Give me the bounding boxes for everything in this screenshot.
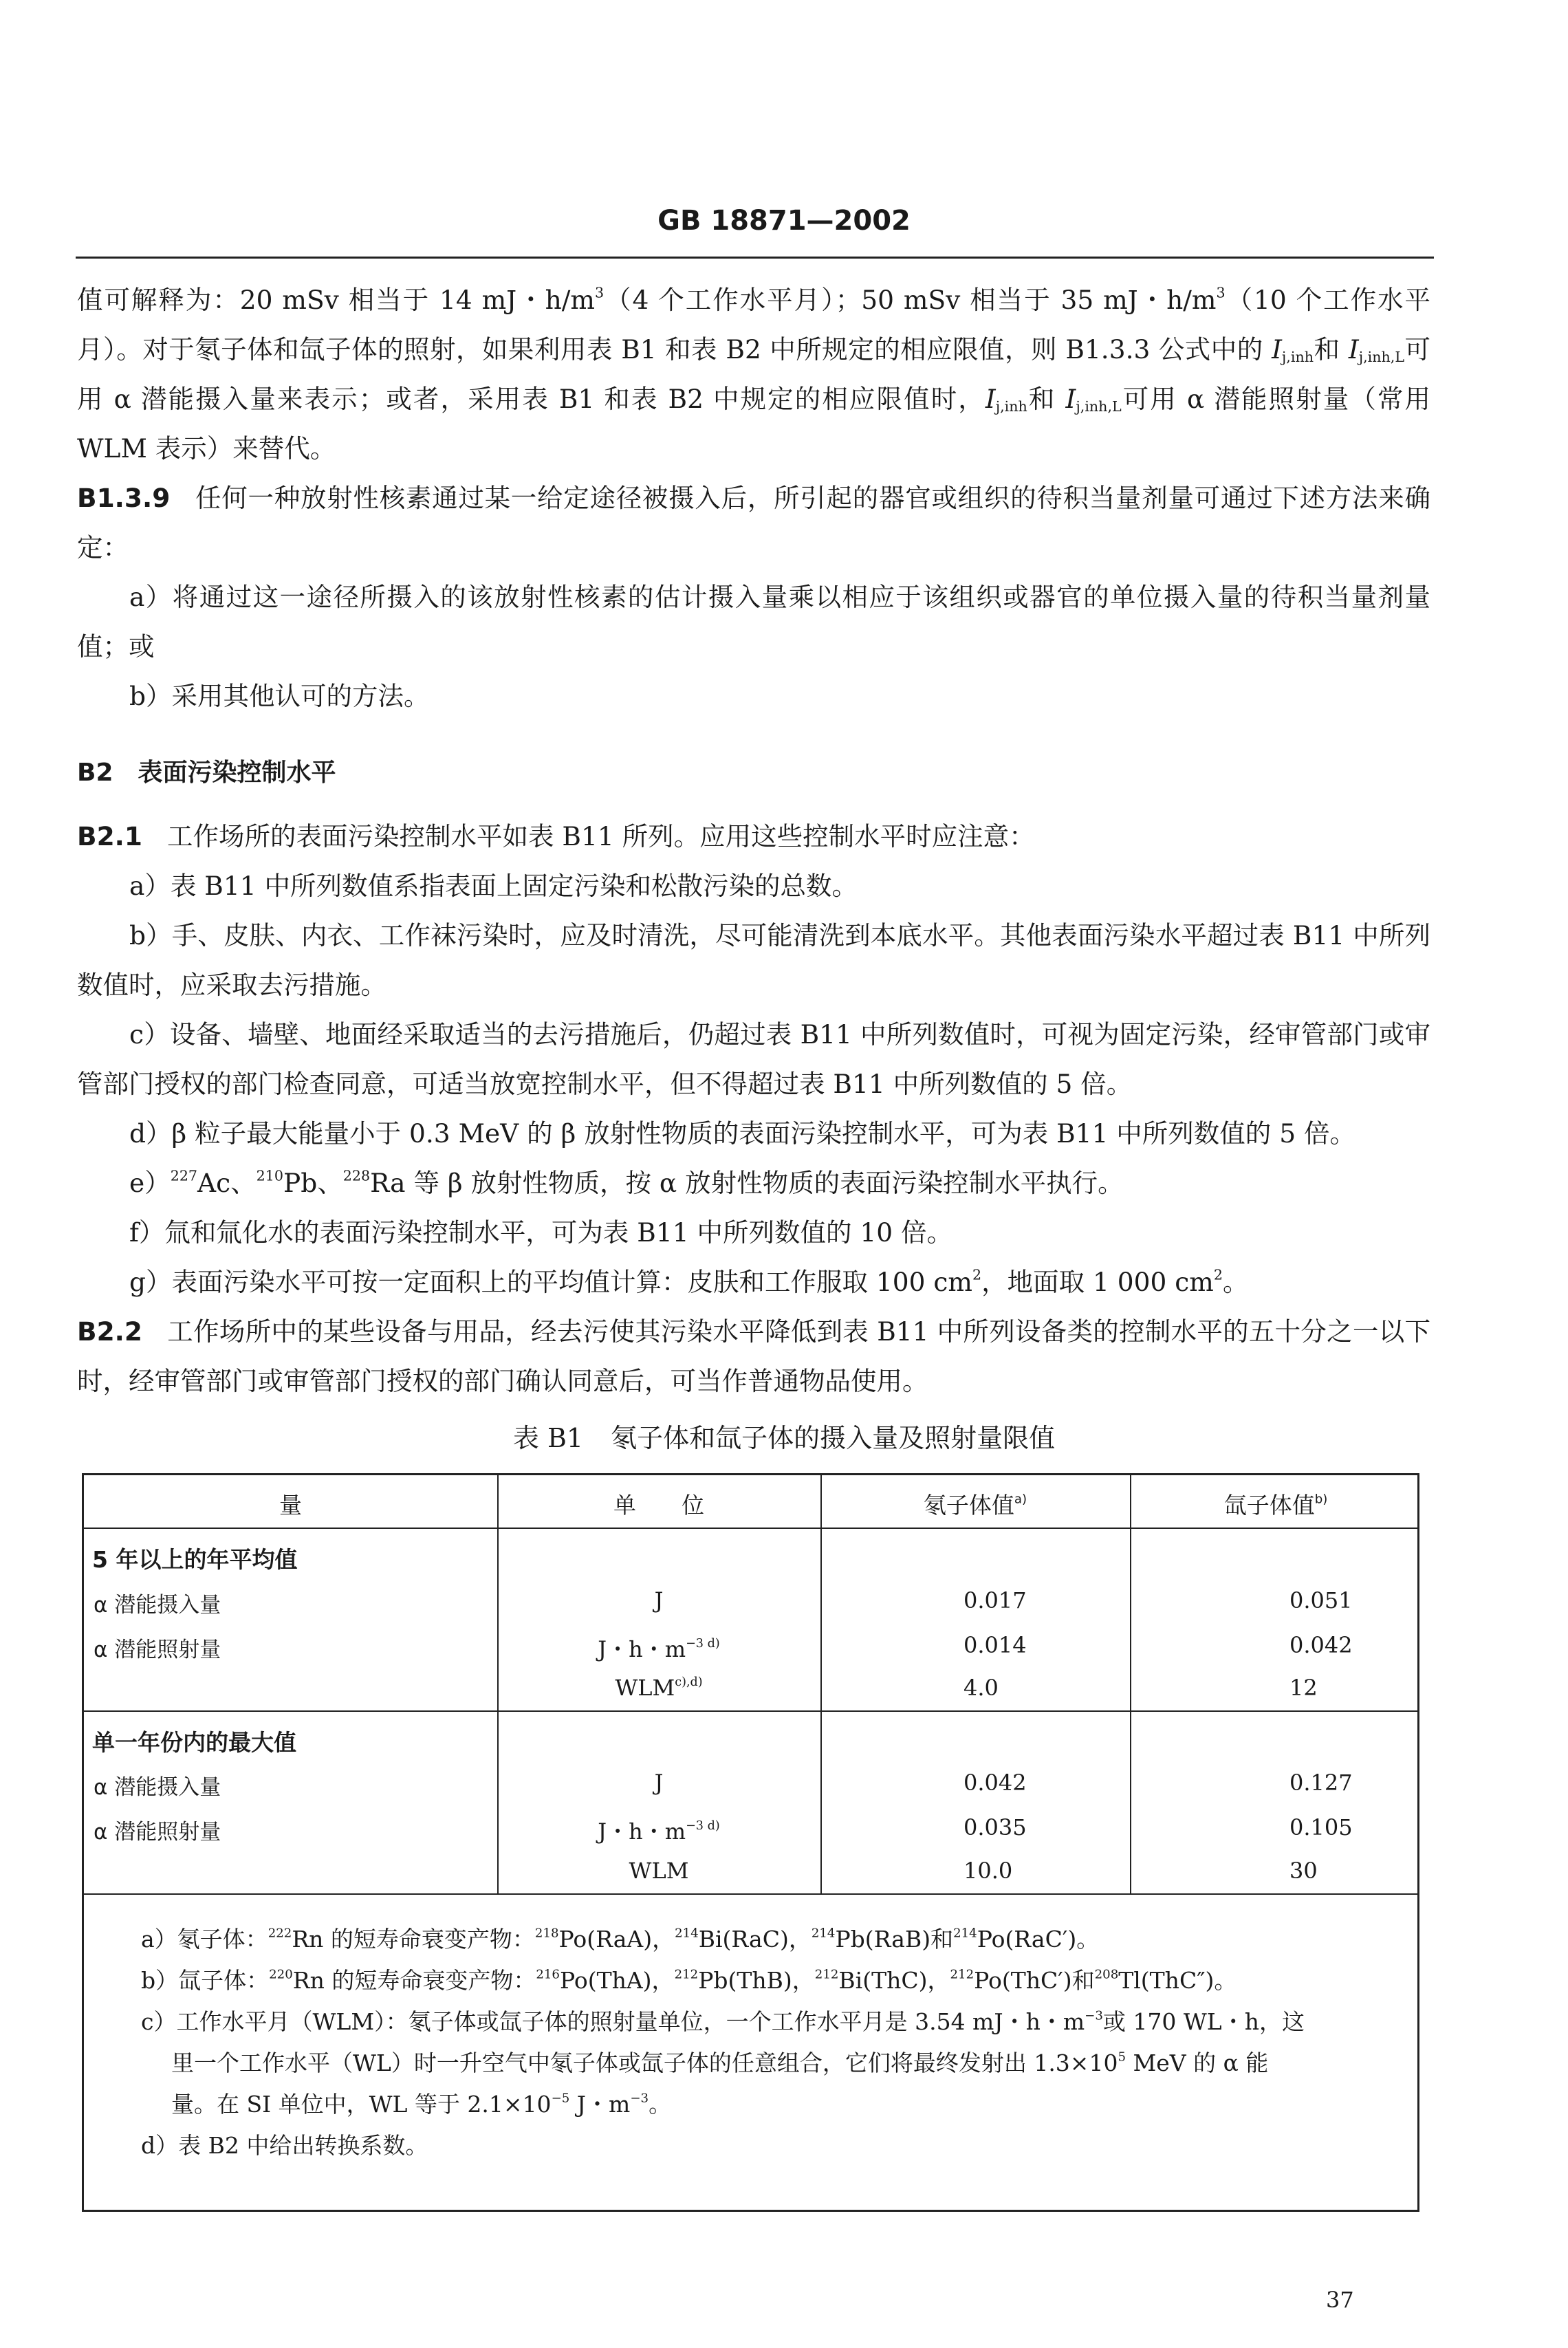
clause-item-b: b）手、皮肤、内衣、工作袜污染时，应及时清洗，尽可能清洗到本底水平。其他表面污染水平超过表 B11 中所列数值时，应采取去污措施。 xyxy=(77,920,1430,1000)
group-annual-average: 5 年以上的年平均值 xyxy=(92,1546,298,1573)
note-a: a）氡子体：$^{222}$Rn 的短寿命衰变产物：$^{218}$Po(RaA)，$^{214}$Bi(RaC)，$^{214}$Pb(RaB)和$^{214}$Po(RaC′)。 xyxy=(141,1926,1100,1953)
value-thoron: 30 xyxy=(1289,1858,1318,1884)
header-rule xyxy=(76,257,1434,259)
note-c: c）工作水平月（WLM）：氡子体或氙子体的照射量单位，一个工作水平月是 3.54 mJ・h・$m^{-3}$或 170 WL・h，这 xyxy=(141,2008,1305,2035)
unit-cell: J・h・$m^{-3 d)}$ xyxy=(598,1818,720,1845)
row-label-exposure: α 潜能照射量 xyxy=(94,1820,221,1845)
value-radon: 0.017 xyxy=(963,1587,1027,1613)
unit-cell: J xyxy=(654,1587,664,1613)
unit-cell: $WLM^{c),d)}$ xyxy=(615,1675,703,1701)
header-radon: 氡子体值$^{a)}$ xyxy=(923,1492,1027,1519)
value-radon: 0.014 xyxy=(963,1632,1027,1658)
value-radon: 4.0 xyxy=(963,1675,999,1701)
table-bottom-rule xyxy=(84,1893,1417,1895)
note-d: d）表 B2 中给出转换系数。 xyxy=(141,2132,428,2159)
value-thoron: 0.051 xyxy=(1289,1587,1353,1613)
table-group-rule xyxy=(84,1710,1417,1712)
clause-item-a: a）将通过这一途径所摄入的该放射性核素的估计摄入量乘以相应于该组织或器官的单位摄入量的待积当量剂量值；或 xyxy=(77,582,1430,662)
value-radon: 10.0 xyxy=(963,1858,1013,1884)
value-thoron: 0.127 xyxy=(1289,1770,1353,1796)
note-c-continued: 量。在 SI 单位中，WL 等于 $2.1\times 10^{-5}$ J・$m^{-3}$。 xyxy=(171,2091,672,2118)
header-quantity: 量 xyxy=(279,1492,302,1519)
clause-item-a: a）表 B11 中所列数值系指表面上固定污染和松散污染的总数。 xyxy=(129,871,858,901)
body-text xyxy=(77,275,1430,1406)
clause-item-f: f）氚和氚化水的表面污染控制水平，可为表 B11 中所列数值的 10 倍。 xyxy=(129,1217,953,1248)
row-label-intake: α 潜能摄入量 xyxy=(94,1593,221,1618)
table-header-rule xyxy=(84,1528,1417,1529)
value-radon: 0.042 xyxy=(963,1770,1027,1796)
section-heading-b2: B2 表面污染控制水平 xyxy=(77,759,336,787)
header-unit: 单 位 xyxy=(613,1492,704,1519)
note-b: b）氙子体：$^{220}$Rn 的短寿命衰变产物：$^{216}$Po(ThA)，$^{212}$Pb(ThB)，$^{212}$Bi(ThC)，$^{212}$Po(ThC′)和$^{208}$Tl(ThC″)。 xyxy=(141,1967,1237,1994)
row-label-exposure: α 潜能照射量 xyxy=(94,1638,221,1662)
clause-b2-1: B2.1 工作场所的表面污染控制水平如表 B11 所列。应用这些控制水平时应注意： xyxy=(77,821,1035,851)
value-thoron: 0.105 xyxy=(1289,1814,1353,1840)
clause-item-d: d）β 粒子最大能量小于 0.3 MeV 的 β 放射性物质的表面污染控制水平，可为表 B11 中所列数值的 5 倍。 xyxy=(129,1118,1356,1149)
value-radon: 0.035 xyxy=(963,1814,1027,1840)
unit-cell: J・h・$m^{-3 d)}$ xyxy=(598,1636,720,1662)
header-thoron: 氙子体值$^{b)}$ xyxy=(1223,1492,1328,1519)
value-thoron: 12 xyxy=(1289,1675,1318,1701)
clause-item-b: b）采用其他认可的方法。 xyxy=(129,681,430,711)
note-c-continued: 里一个工作水平（WL）时一升空气中氡子体或氙子体的任意组合，它们将最终发射出 $1.3\times 10^5$ MeV 的 α 能 xyxy=(171,2050,1269,2076)
row-label-intake: α 潜能摄入量 xyxy=(94,1775,221,1800)
table-caption: 表 B1 氡子体和氙子体的摄入量及照射量限值 xyxy=(512,1423,1056,1453)
clause-item-e: e）$^{227}$Ac、$^{210}$Pb、$^{228}$Ra 等 β 放射性物质，按 α 放射性物质的表面污染控制水平执行。 xyxy=(129,1167,1124,1198)
group-single-year-max: 单一年份内的最大值 xyxy=(92,1729,296,1756)
unit-cell: WLM xyxy=(629,1858,689,1884)
value-thoron: 0.042 xyxy=(1289,1632,1353,1658)
page-number: 37 xyxy=(1326,2287,1354,2313)
page-header: GB 18871—2002 xyxy=(657,205,911,237)
table-notes xyxy=(141,1919,1406,2166)
clause-b2-2: B2.2 工作场所中的某些设备与用品，经去污使其污染水平降低到表 B11 中所列设备类的控制水平的五十分之一以下时，经审管部门或审管部门授权的部门确认同意后，可当作普通物品使用。 xyxy=(77,1316,1430,1396)
paragraph-continuation: 值可解释为：20 mSv 相当于 14 mJ・$h/m^3(4$ 个工作水平月）；50 mSv 相当于 35 mJ・$h/m^3(10$ 个工作水平月）。对于氡子体和氙子体的照射，如果利用表 B1 和表 B2 中所规定的相应限值，则 B1.3.3 公式中的 $I_{j,inh}$和 $I_{j,inh,L}$可用 α 潜能摄入量来表示；或者，采用表 B1 和表 B2 中规定的相应限值时，$I_{j,inh}$和 $I_{j,inh,L}$可用 α 潜能照射量（常用 WLM 表示）来替代。 xyxy=(77,284,1431,464)
clause-b1-3-9: B1.3.9 任何一种放射性核素通过某一给定途径被摄入后，所引起的器官或组织的待积当量剂量可通过下述方法来确定： xyxy=(77,483,1430,563)
unit-cell: J xyxy=(654,1770,664,1796)
clause-item-c: c）设备、墙壁、地面经采取适当的去污措施后，仍超过表 B11 中所列数值时，可视为固定污染，经审管部门或审管部门授权的部门检查同意，可适当放宽控制水平，但不得超过表 B11 中所列数值的 5 倍。 xyxy=(77,1019,1430,1099)
clause-item-g: g）表面污染水平可按一定面积上的平均值计算：皮肤和工作服取 100 $cm^2$，地面取 1 000 $cm^2$。 xyxy=(129,1266,1249,1297)
